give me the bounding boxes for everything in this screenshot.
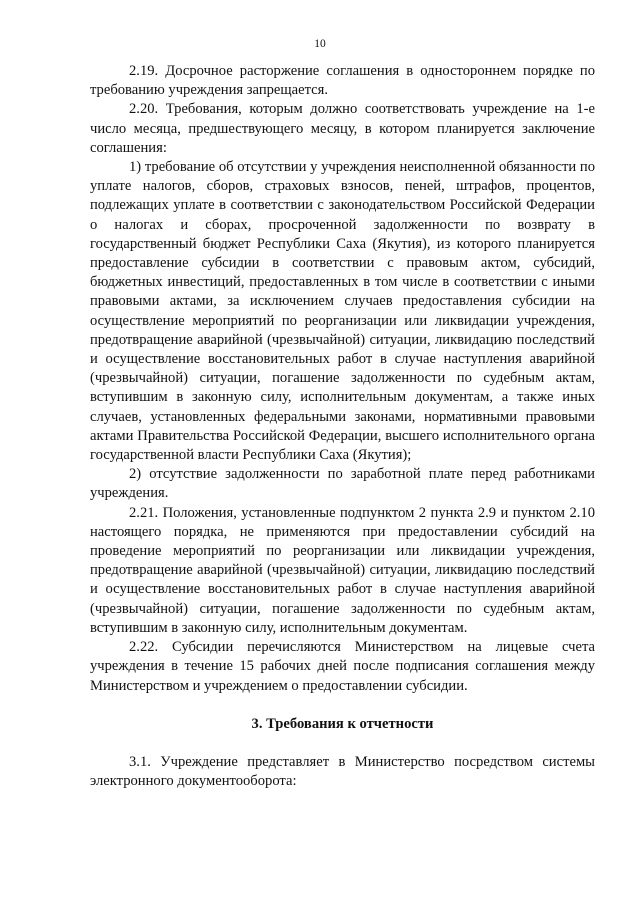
paragraph-2-21: 2.21. Положения, установленные подпунктом 2 пункта 2.9 и пунктом 2.10 настоящего порядка, не применяются при предоставлении субсидий на проведение мероприятий по реорганизации или ликвидации учреждения, предотвращение аварийной (чрезвычайной) ситуации, ликвидацию последствий и осуществление восстановительных работ в случае наступления аварийной (чрезвычайной) ситуации, погашение задолженности по судебным актам, вступившим в законную силу, исполнительным документам. [90, 504, 595, 636]
paragraph-2-20-item-2: 2) отсутствие задолженности по заработной плате перед работниками учреждения. [90, 466, 595, 502]
section-heading: 3. Требования к отчетности [251, 715, 434, 732]
paragraph-2-20-item-1: 1) требование об отсутствии у учреждения неисполненной обязанности по уплате налогов, сборов, страховых взносов, пеней, штрафов, процентов, подлежащих уплате в соответствии с законодательством Российской Федерации о налогах и сборах, просроченной задолженности по возврату в государственный бюджет Республики Саха (Якутия), из которого планируется предоставление субсидии в соответствии с правовым актом, субсидий, бюджетных инвестиций, предоставленных в том числе в соответствии с иными правовыми актами, за исключением случаев предоставления субсидии на осуществление мероприятий по реорганизации или ликвидации учреждения, предотвращение аварийной (чрезвычайной) ситуации, ликвидацию последствий и осуществление восстановительных работ в случае наступления аварийной (чрезвычайной) ситуации, погашение задолженности по судебным актам, вступившим в законную силу, исполнительным документам, а также иных случаев, установленных федеральными законами, нормативными правовыми актами Правительства Российской Федерации, высшего исполнительного органа государственной власти Республики Саха (Якутия); [90, 159, 595, 464]
page-number: 10 [314, 38, 326, 50]
paragraph-2-19: 2.19. Досрочное расторжение соглашения в одностороннем порядке по требованию учреждения запрещается. [90, 63, 595, 99]
paragraph-2-22: 2.22. Субсидии перечисляются Министерством на лицевые счета учреждения в течение 15 рабочих дней после подписания соглашения между Министерством и учреждением о предоставлении субсидии. [90, 639, 595, 694]
paragraph-3-1: 3.1. Учреждение представляет в Министерство посредством системы электронного документооборота: [90, 753, 595, 790]
paragraph-2-20: 2.20. Требования, которым должно соответствовать учреждение на 1-е число месяца, предшествующего месяцу, в котором планируется заключение соглашения: [90, 101, 595, 156]
document-body [90, 62, 595, 791]
